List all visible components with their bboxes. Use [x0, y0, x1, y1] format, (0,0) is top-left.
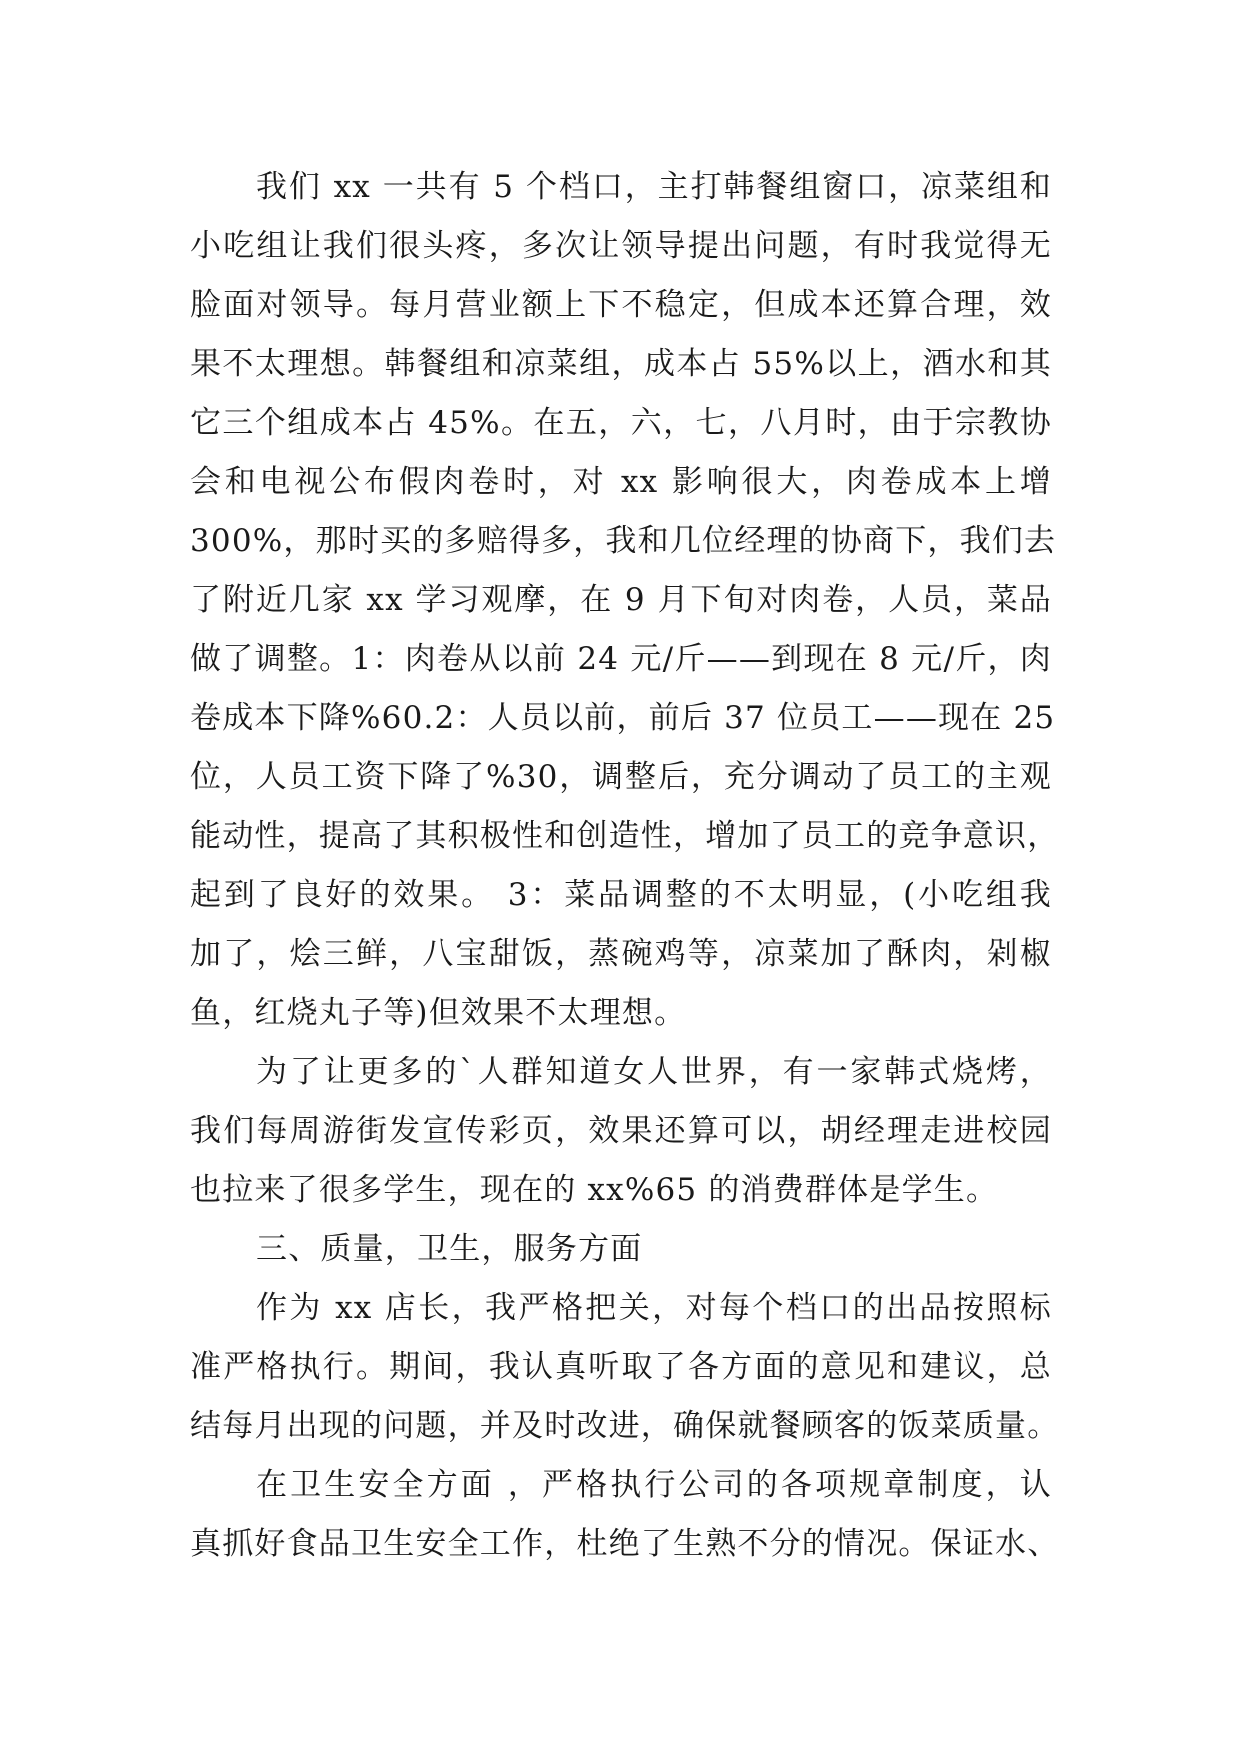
- text-line: 真抓好食品卫生安全工作，杜绝了生熟不分的情况。保证水、: [190, 1526, 1060, 1562]
- text-line: 我们 xx 一共有 5 个档口，主打韩餐组窗口，凉菜组和: [256, 169, 1052, 205]
- text-line: 卷成本下降%60.2：人员以前，前后 37 位员工——现在 25: [190, 700, 1056, 736]
- text-line: 鱼，红烧丸子等)但效果不太理想。: [190, 995, 687, 1031]
- text-line: 也拉来了很多学生，现在的 xx%65 的消费群体是学生。: [190, 1172, 999, 1208]
- text-line: 了附近几家 xx 学习观摩，在 9 月下旬对肉卷，人员，菜品: [190, 582, 1052, 618]
- text-line: 能动性，提高了其积极性和创造性，增加了员工的竞争意识，: [190, 818, 1060, 854]
- document-body: [190, 158, 1060, 1574]
- text-line: 300%，那时买的多赔得多，我和几位经理的协商下，我们去: [190, 523, 1057, 559]
- text-line: 位，人员工资下降了%30，调整后，充分调动了员工的主观: [190, 759, 1052, 795]
- text-line: 会和电视公布假肉卷时，对 xx 影响很大，肉卷成本上增: [190, 464, 1052, 500]
- text-line: 脸面对领导。每月营业额上下不稳定，但成本还算合理，效: [190, 287, 1052, 323]
- text-line: 三、质量，卫生，服务方面: [256, 1231, 643, 1267]
- text-line: 起到了良好的效果。 3：菜品调整的不太明显，(小吃组我: [190, 877, 1052, 913]
- text-line: 为了让更多的`人群知道女人世界，有一家韩式烧烤，: [256, 1054, 1052, 1090]
- text-line: 加了，烩三鲜，八宝甜饭，蒸碗鸡等，凉菜加了酥肉，剁椒: [190, 936, 1052, 972]
- text-line: 作为 xx 店长，我严格把关，对每个档口的出品按照标: [256, 1290, 1052, 1326]
- text-line: 果不太理想。韩餐组和凉菜组，成本占 55%以上，酒水和其: [190, 346, 1052, 382]
- text-line: 我们每周游街发宣传彩页，效果还算可以，胡经理走进校园: [190, 1113, 1052, 1149]
- text-line: 小吃组让我们很头疼，多次让领导提出问题，有时我觉得无: [190, 228, 1052, 264]
- text-line: 它三个组成本占 45%。在五，六，七，八月时，由于宗教协: [190, 405, 1052, 441]
- text-line: 结每月出现的问题，并及时改进，确保就餐顾客的饭菜质量。: [190, 1408, 1060, 1444]
- text-line: 在卫生安全方面 ，严格执行公司的各项规章制度，认: [256, 1467, 1052, 1503]
- text-line: 准严格执行。期间，我认真听取了各方面的意见和建议，总: [190, 1349, 1052, 1385]
- text-line: 做了调整。1：肉卷从以前 24 元/斤——到现在 8 元/斤，肉: [190, 641, 1052, 677]
